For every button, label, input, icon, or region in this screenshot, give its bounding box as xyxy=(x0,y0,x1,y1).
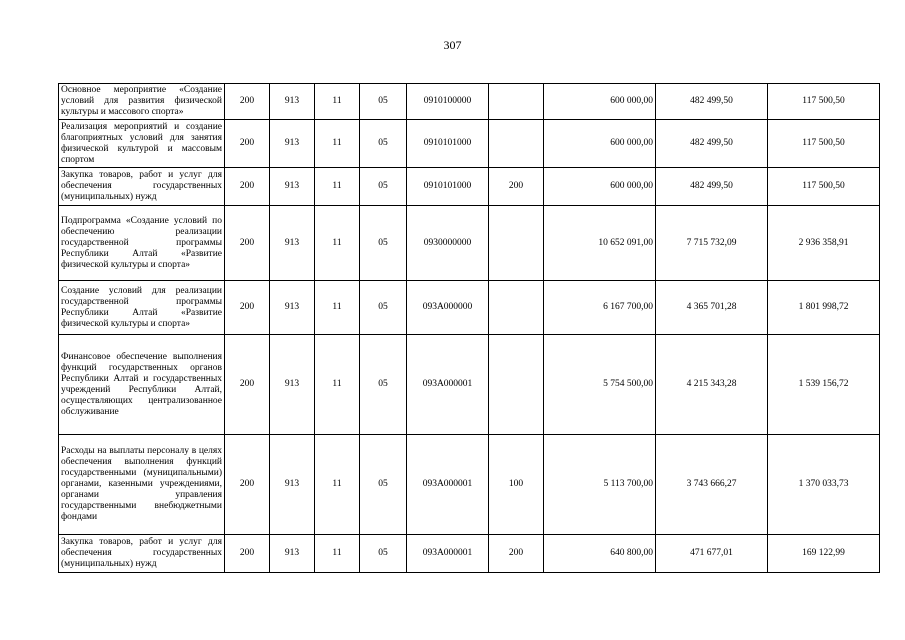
row-subsection: 05 xyxy=(360,120,407,168)
row-expense-type xyxy=(489,206,544,281)
row-subsection: 05 xyxy=(360,281,407,335)
row-plan: 600 000,00 xyxy=(544,120,656,168)
row-fact: 471 677,01 xyxy=(656,535,768,573)
row-ministry: 913 xyxy=(270,84,315,120)
table-row xyxy=(59,120,880,168)
budget-table xyxy=(58,83,880,573)
row-code: 200 xyxy=(225,168,270,206)
row-plan: 600 000,00 xyxy=(544,168,656,206)
row-subsection: 05 xyxy=(360,84,407,120)
table-row xyxy=(59,84,880,120)
row-code: 200 xyxy=(225,435,270,535)
row-ministry: 913 xyxy=(270,281,315,335)
row-ministry: 913 xyxy=(270,535,315,573)
row-section: 11 xyxy=(315,120,360,168)
row-name: Закупка товаров, работ и услуг для обеспечения государственных (муниципальных) нужд xyxy=(59,168,225,206)
row-fact: 3 743 666,27 xyxy=(656,435,768,535)
row-remainder: 1 801 998,72 xyxy=(768,281,880,335)
row-target: 093А000001 xyxy=(407,535,489,573)
row-section: 11 xyxy=(315,535,360,573)
row-remainder: 1 539 156,72 xyxy=(768,335,880,435)
row-section: 11 xyxy=(315,435,360,535)
row-code: 200 xyxy=(225,84,270,120)
row-fact: 482 499,50 xyxy=(656,84,768,120)
row-target: 093А000001 xyxy=(407,435,489,535)
row-section: 11 xyxy=(315,206,360,281)
row-name: Основное мероприятие «Создание условий для развития физической культуры и массового спорта» xyxy=(59,84,225,120)
row-subsection: 05 xyxy=(360,335,407,435)
row-fact: 482 499,50 xyxy=(656,120,768,168)
row-target: 093А000001 xyxy=(407,335,489,435)
row-target: 0910100000 xyxy=(407,84,489,120)
row-target: 0910101000 xyxy=(407,168,489,206)
row-code: 200 xyxy=(225,120,270,168)
row-plan: 5 754 500,00 xyxy=(544,335,656,435)
row-plan: 10 652 091,00 xyxy=(544,206,656,281)
table-row xyxy=(59,206,880,281)
row-name: Реализация мероприятий и создание благоприятных условий для занятия физической культурой и массовым спортом xyxy=(59,120,225,168)
row-target: 093А000000 xyxy=(407,281,489,335)
row-plan: 600 000,00 xyxy=(544,84,656,120)
table-row xyxy=(59,435,880,535)
row-remainder: 117 500,50 xyxy=(768,84,880,120)
row-code: 200 xyxy=(225,206,270,281)
row-code: 200 xyxy=(225,281,270,335)
row-plan: 6 167 700,00 xyxy=(544,281,656,335)
table-row xyxy=(59,535,880,573)
row-remainder: 1 370 033,73 xyxy=(768,435,880,535)
row-ministry: 913 xyxy=(270,435,315,535)
row-section: 11 xyxy=(315,84,360,120)
row-name: Закупка товаров, работ и услуг для обеспечения государственных (муниципальных) нужд xyxy=(59,535,225,573)
row-fact: 7 715 732,09 xyxy=(656,206,768,281)
row-ministry: 913 xyxy=(270,206,315,281)
row-code: 200 xyxy=(225,535,270,573)
row-remainder: 2 936 358,91 xyxy=(768,206,880,281)
row-expense-type xyxy=(489,120,544,168)
row-expense-type: 100 xyxy=(489,435,544,535)
row-remainder: 117 500,50 xyxy=(768,120,880,168)
row-fact: 482 499,50 xyxy=(656,168,768,206)
row-code: 200 xyxy=(225,335,270,435)
row-section: 11 xyxy=(315,168,360,206)
row-ministry: 913 xyxy=(270,120,315,168)
row-section: 11 xyxy=(315,281,360,335)
page-number: 307 xyxy=(443,38,462,52)
row-expense-type: 200 xyxy=(489,535,544,573)
row-section: 11 xyxy=(315,335,360,435)
row-expense-type xyxy=(489,335,544,435)
row-ministry: 913 xyxy=(270,168,315,206)
row-subsection: 05 xyxy=(360,206,407,281)
row-plan: 5 113 700,00 xyxy=(544,435,656,535)
row-subsection: 05 xyxy=(360,435,407,535)
row-name: Подпрограмма «Создание условий по обеспечению реализации государственной программы Республики Алтай «Развитие физической культуры и спорта» xyxy=(59,206,225,281)
row-name: Финансовое обеспечение выполнения функций государственных органов Республики Алтай и государственных учреждений Республики Алтай, осуществляющих централизованное обслуживание xyxy=(59,335,225,435)
row-expense-type xyxy=(489,84,544,120)
row-remainder: 169 122,99 xyxy=(768,535,880,573)
row-ministry: 913 xyxy=(270,335,315,435)
row-fact: 4 365 701,28 xyxy=(656,281,768,335)
row-name: Расходы на выплаты персоналу в целях обеспечения выполнения функций государственными (муниципальными) органами, казенными учреждениями, органами управления государственными внебюджетными фондами xyxy=(59,435,225,535)
table-row xyxy=(59,281,880,335)
row-subsection: 05 xyxy=(360,535,407,573)
row-expense-type: 200 xyxy=(489,168,544,206)
row-target: 0910101000 xyxy=(407,120,489,168)
table-row xyxy=(59,168,880,206)
row-remainder: 117 500,50 xyxy=(768,168,880,206)
row-expense-type xyxy=(489,281,544,335)
table-row xyxy=(59,335,880,435)
row-target: 0930000000 xyxy=(407,206,489,281)
row-name: Создание условий для реализации государственной программы Республики Алтай «Развитие физической культуры и спорта» xyxy=(59,281,225,335)
row-fact: 4 215 343,28 xyxy=(656,335,768,435)
row-plan: 640 800,00 xyxy=(544,535,656,573)
row-subsection: 05 xyxy=(360,168,407,206)
